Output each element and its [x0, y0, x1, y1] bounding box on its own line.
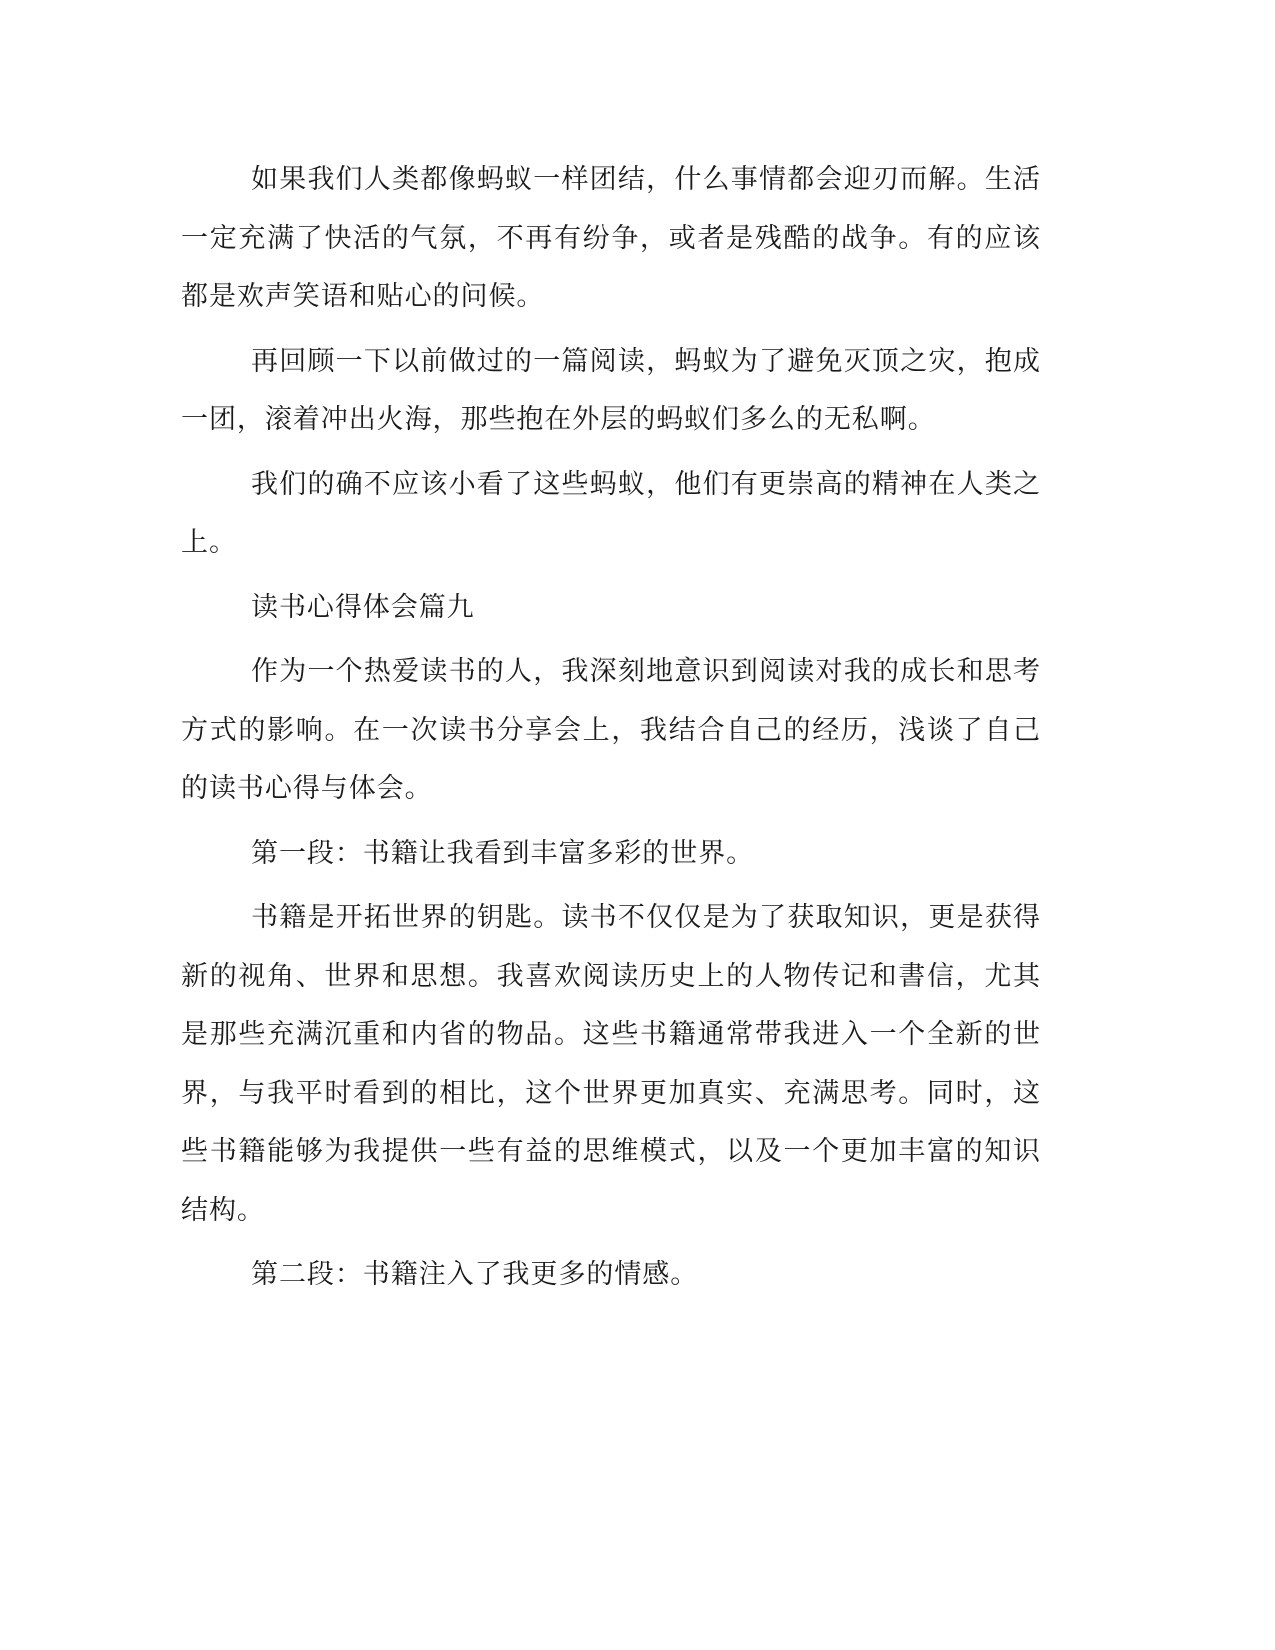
section-heading: 读书心得体会篇九	[251, 591, 475, 623]
paragraph-intro: 作为一个热爱读书的人，我深刻地意识到阅读对我的成长和思考方式的影响。在一次读书分享会上，我结合自己的经历，浅谈了自己的读书心得与体会。	[181, 656, 1041, 804]
paragraph-heading-one: 第一段：书籍让我看到丰富多彩的世界。	[251, 837, 755, 869]
paragraph-ant-fire-reading: 再回顾一下以前做过的一篇阅读，蚂蚁为了避免灭顶之灾，抱成一团，滚着冲出火海，那些抱在外层的蚂蚁们多么的无私啊。	[181, 345, 1041, 435]
paragraph-ant-unity: 如果我们人类都像蚂蚁一样团结，什么事情都会迎刃而解。生活一定充满了快活的气氛，不再有纷争，或者是残酷的战争。有的应该都是欢声笑语和贴心的问候。	[181, 164, 1041, 312]
paragraph-books-world: 书籍是开拓世界的钥匙。读书不仅仅是为了获取知识，更是获得新的视角、世界和思想。我喜欢阅读历史上的人物传记和書信，尤其是那些充满沉重和内省的物品。这些书籍通常带我进入一个全新的世界，与我平时看到的相比，这个世界更加真实、充满思考。同时，这些书籍能够为我提供一些有益的思维模式，以及一个更加丰富的知识结构。	[181, 902, 1041, 1226]
paragraph-ant-spirit: 我们的确不应该小看了这些蚂蚁，他们有更崇高的精神在人类之上。	[181, 468, 1041, 558]
paragraph-heading-two: 第二段：书籍注入了我更多的情感。	[251, 1259, 699, 1290]
document-body	[181, 151, 1041, 1311]
